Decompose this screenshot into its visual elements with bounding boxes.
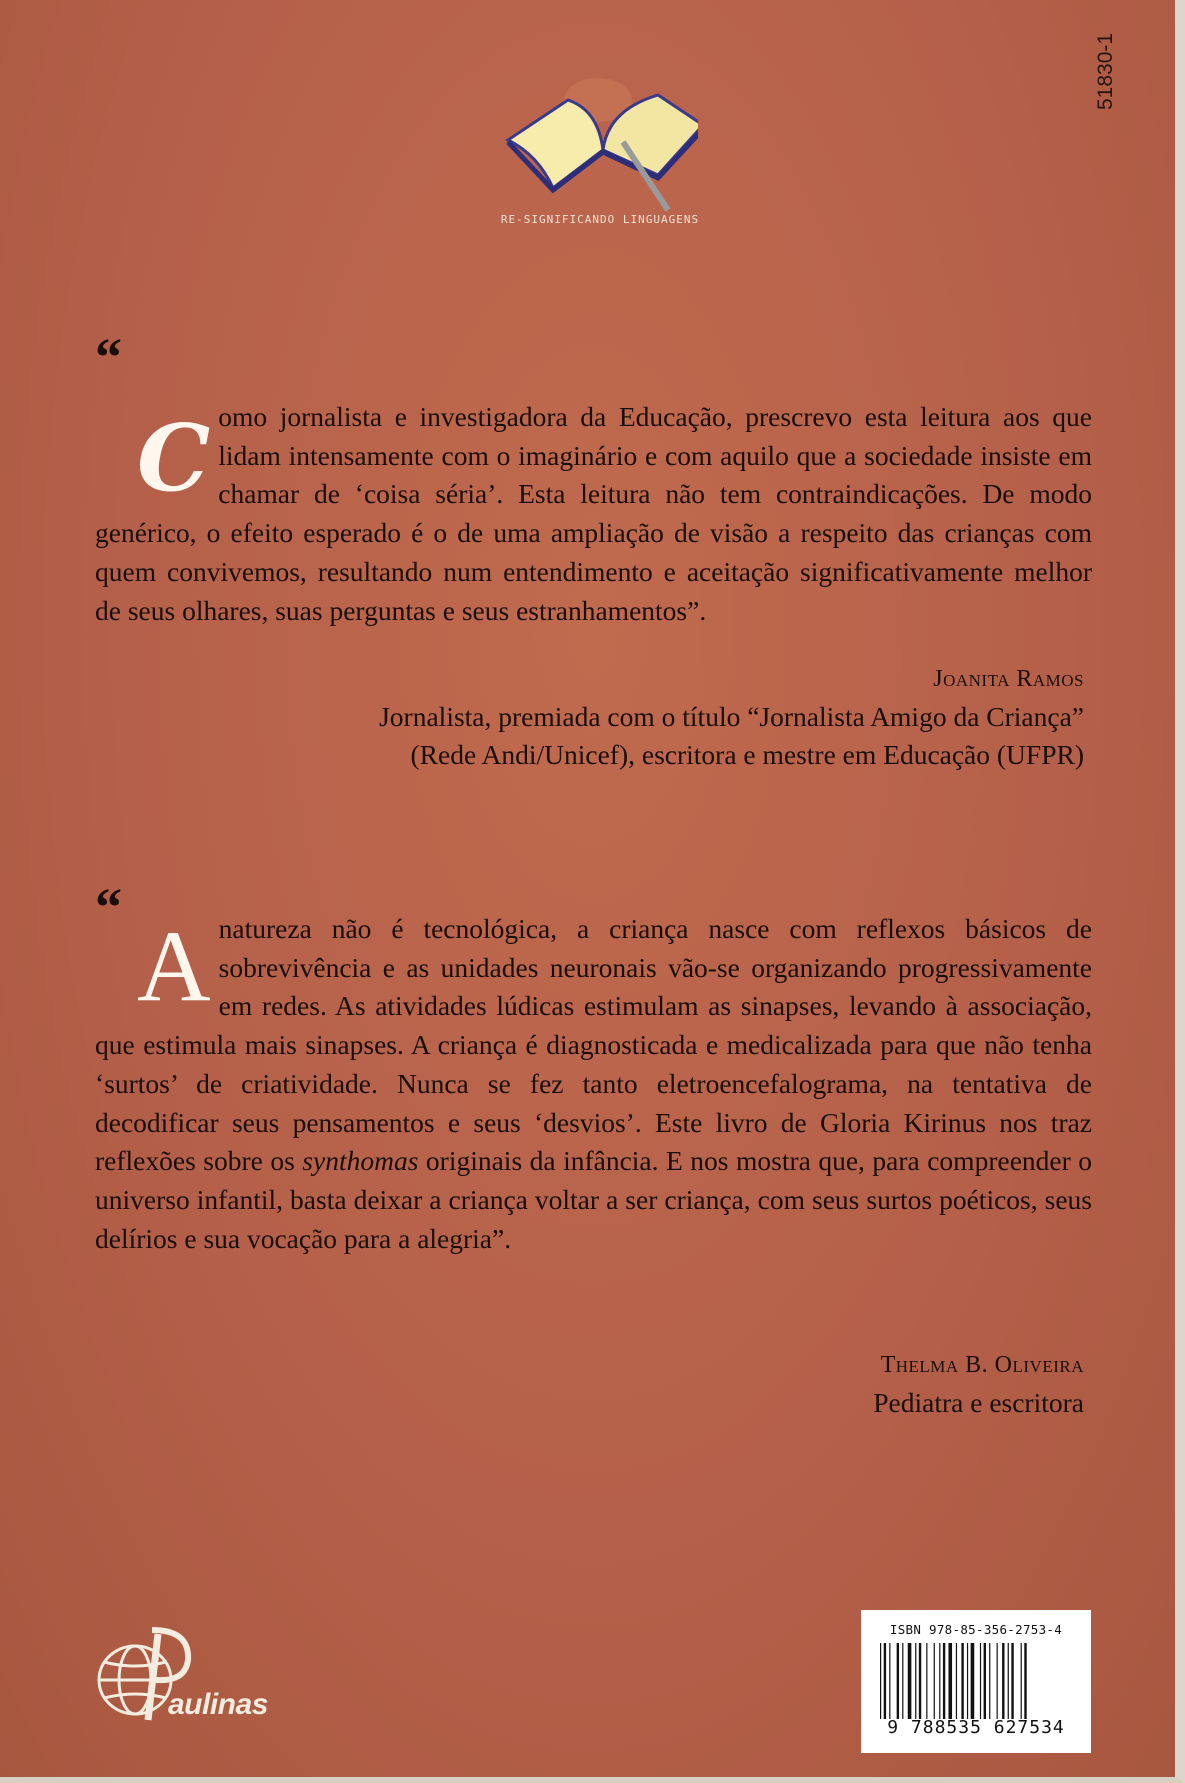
barcode-bar (961, 1643, 963, 1719)
isbn-label: ISBN 978-85-356-2753-4 (889, 1622, 1063, 1637)
barcode-bar (897, 1643, 899, 1719)
quote-joanita (95, 327, 1092, 630)
barcode-bars (878, 1643, 1074, 1719)
author-joanita (379, 658, 1084, 774)
drop-cap: C (137, 404, 211, 512)
barcode-bar (939, 1643, 940, 1719)
quote-text: natureza não é tecnológica, a criança nasce com reflexos básicos de sobrevivência e as unidades neuronais vão-se organizando progressivamente em redes. As atividades lúdicas estimulam as sinapses, levando à associação, que estimula mais sinapses. A criança é diagnosticada e medicalizada para que não tenha ‘surtos’ de criatividade. Nunca se fez tanto eletroencefalograma, na tentativa de decodificar seus pensamentos e seus ‘desvios’. Este livro de Gloria Kirinus nos traz reflexões sobre os synthomas originais da infância. E nos mostra que, para compreender o universo infantil, basta deixar a criança voltar a ser criança, com seus surtos poéticos, seus delírios e sua vocação para a alegria”. (95, 913, 1093, 1254)
barcode-bar (956, 1643, 957, 1719)
barcode-bar (1008, 1643, 1009, 1719)
barcode-bar (902, 1643, 903, 1719)
barcode-bar (908, 1643, 912, 1719)
author-role-line2: (Rede Andi/Unicef), escritora e mestre em Educação (UFPR) (410, 739, 1084, 770)
drop-cap: A (137, 910, 211, 1023)
author-name: Thelma B. Oliveira (880, 1352, 1084, 1378)
quote-text: omo jornalista e investigadora da Educação, prescrevo esta leitura aos que lidam intensamente com o imaginário e com aquilo que a sociedade insiste em chamar de ‘coisa séria’. Esta leitura não tem contraindicações. De modo genérico, o efeito esperado é o de uma ampliação de visão a respeito das crianças com quem convivemos, resultando num entendimento e aceitação significativamente melhor de seus olhares, suas perguntas e seus estranhamentos”. (95, 401, 1092, 626)
barcode-bar (934, 1643, 935, 1719)
catalog-code: 51830-1 (1094, 32, 1117, 110)
barcode-bar (984, 1643, 986, 1719)
barcode-bar (889, 1643, 890, 1719)
barcode-digits: 9 788535 627534 (887, 1717, 1065, 1738)
barcode-bar (926, 1643, 927, 1719)
barcode-bar (880, 1643, 881, 1719)
barcode-bar (967, 1643, 968, 1719)
author-role: Pediatra e escritora (873, 1387, 1084, 1418)
italic-term: synthomas (302, 1145, 419, 1177)
barcode-bar (971, 1643, 975, 1719)
author-thelma (873, 1344, 1084, 1422)
quote-thelma (95, 877, 1093, 1258)
barcode-bar (1024, 1643, 1026, 1719)
barcode-bar (919, 1643, 921, 1719)
isbn-barcode (861, 1610, 1091, 1753)
open-quote-mark: “ (95, 327, 122, 387)
barcode-bar (980, 1643, 981, 1719)
barcode-bar (989, 1643, 990, 1719)
author-name: Joanita Ramos (933, 666, 1084, 692)
barcode-bar (1011, 1643, 1013, 1719)
publisher-name: aulinas (168, 1688, 268, 1721)
series-title: RE-SIGNIFICANDO LINGUAGENS (500, 213, 700, 226)
open-book-logo-icon (498, 70, 698, 230)
barcode-bar (943, 1643, 945, 1719)
author-role-line1: Jornalista, premiada com o título “Jornalista Amigo da Criança” (379, 701, 1084, 732)
barcode-bar (1021, 1643, 1022, 1719)
barcode-bar (948, 1643, 952, 1719)
barcode-bar (997, 1643, 998, 1719)
barcode-bar (1002, 1643, 1004, 1719)
open-quote-mark: “ (95, 877, 122, 937)
barcode-bar (884, 1643, 886, 1719)
barcode-bar (915, 1643, 916, 1719)
